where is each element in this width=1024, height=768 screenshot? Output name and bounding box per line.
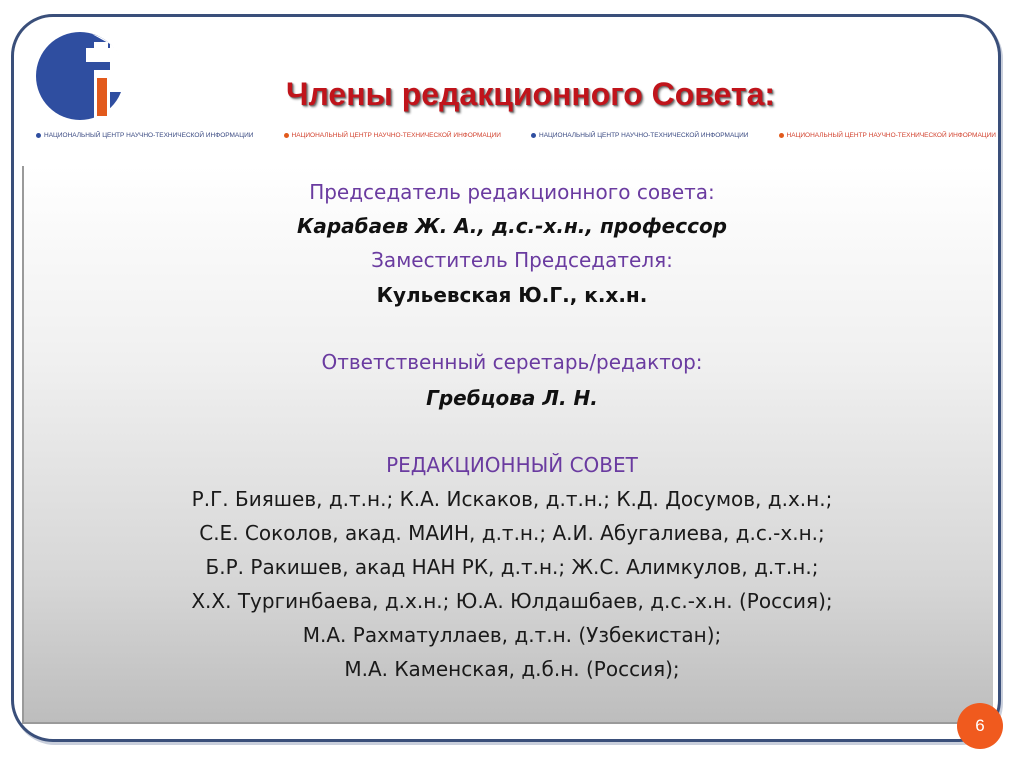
page-number-badge: 6 — [957, 703, 1003, 749]
org-dot-icon — [284, 133, 289, 138]
ncsti-logo — [34, 30, 126, 122]
chair-label: Председатель редакционного совета: — [309, 180, 715, 204]
council-member-line: Х.Х. Тургинбаева, д.х.н.; Ю.А. Юлдашбаев, д.с.-х.н. (Россия); — [191, 589, 833, 613]
org-name-text: НАЦИОНАЛЬНЫЙ ЦЕНТР НАУЧНО-ТЕХНИЧЕСКОЙ ИНФОРМАЦИИ — [291, 131, 501, 139]
org-name-item — [779, 129, 996, 141]
org-dot-icon — [36, 133, 41, 138]
org-name-text: НАЦИОНАЛЬНЫЙ ЦЕНТР НАУЧНО-ТЕХНИЧЕСКОЙ ИНФОРМАЦИИ — [44, 131, 254, 139]
org-name-item — [531, 129, 748, 141]
org-name-text: НАЦИОНАЛЬНЫЙ ЦЕНТР НАУЧНО-ТЕХНИЧЕСКОЙ ИНФОРМАЦИИ — [786, 131, 996, 139]
secretary-label: Ответственный серетарь/редактор: — [321, 350, 703, 374]
org-dot-icon — [531, 133, 536, 138]
chair-name: Карабаев Ж. А., д.с.-х.н., профессор — [296, 214, 727, 238]
council-member-line: М.А. Каменская, д.б.н. (Россия); — [344, 657, 680, 681]
slide-title: Члены редакционного Совета: — [286, 76, 776, 112]
org-dot-icon — [779, 133, 784, 138]
council-member-line: С.Е. Соколов, акад. МАИН, д.т.н.; А.И. Абугалиева, д.с.-х.н.; — [199, 521, 825, 545]
council-member-line: М.А. Рахматуллаев, д.т.н. (Узбекистан); — [302, 623, 722, 647]
deputy-label: Заместитель Председателя: — [371, 248, 673, 272]
org-name-text: НАЦИОНАЛЬНЫЙ ЦЕНТР НАУЧНО-ТЕХНИЧЕСКОЙ ИНФОРМАЦИИ — [539, 131, 749, 139]
council-member-line: Б.Р. Ракишев, акад НАН РК, д.т.н.; Ж.С. Алимкулов, д.т.н.; — [205, 555, 819, 579]
council-member-line: Р.Г. Бияшев, д.т.н.; К.А. Искаков, д.т.н.; К.Д. Досумов, д.х.н.; — [191, 487, 833, 511]
org-name-item — [284, 129, 501, 141]
org-name-strip — [36, 129, 996, 141]
council-heading: РЕДАКЦИОННЫЙ СОВЕТ — [386, 453, 638, 477]
secretary-name: Гребцова Л. Н. — [426, 386, 598, 410]
org-name-item — [36, 129, 253, 141]
deputy-name: Кульевская Ю.Г., к.х.н. — [376, 283, 648, 307]
